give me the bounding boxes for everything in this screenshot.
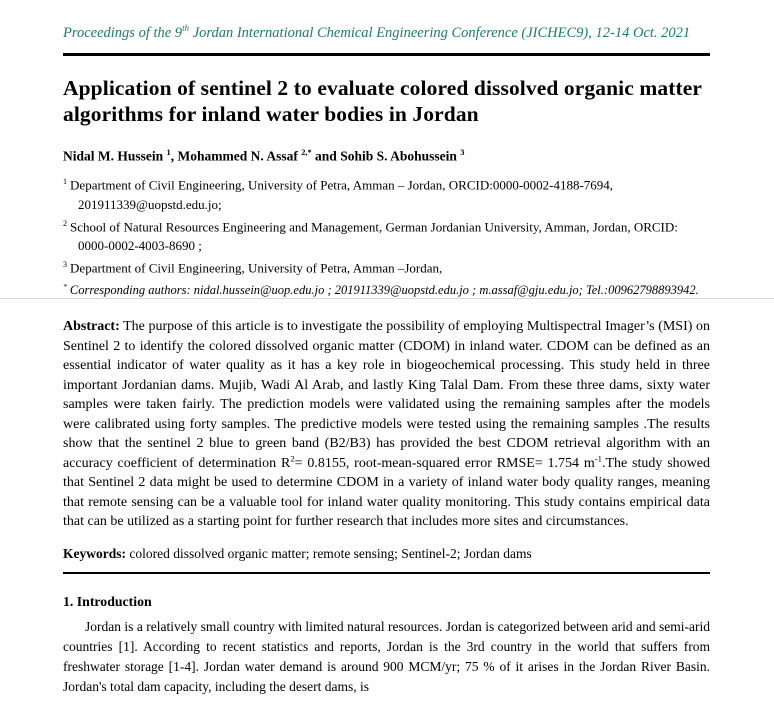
affiliation-item [63,255,710,277]
abstract-superscript: 2 [290,453,295,464]
affiliation-marker: * [63,282,67,292]
keywords-text: colored dissolved organic matter; remote sensing; Sentinel-2; Jordan dams [126,545,532,561]
author-superscript: 1 [166,147,171,157]
running-header-text-rest: Jordan International Chemical Engineering Conference (JICHEC9), 12-14 Oct. 2021 [189,24,691,41]
affiliation-text: School of Natural Resources Engineering and Management, German Jordanian University, Amman, Jordan, ORCID: 0000-0002-4003-8690 ; [70,218,678,253]
running-header [63,18,710,43]
affiliation-marker: 2 [63,218,68,228]
author-separator: , [170,148,178,164]
affiliation-item [63,214,710,255]
keywords-label: Keywords: [63,545,126,561]
author-name: Sohib S. Abohussein [340,148,461,164]
abstract-text: The purpose of this article is to investigate the possibility of employing Multispectral Imager’s (MSI) on Sentinel 2 to identify the colored dissolved organic matter (CDOM) in inland water. CDOM can be defined as an essential indicator of water quality as it has a key role in biogeochemical processing. This study held in three important Jordanian dams. Mujib, Wadi Al Arab, and lastly King Talal Dam. From these three dams, sixty water samples were taken fairly. The prediction models were validated using the remaining samples after the models were calibrated using forty samples. The predictive models were tested using the remaining samples .The results show that the sentinel 2 blue to green band (B2/B3) has provided the best CDOM retrieval algorithm with an accuracy coefficient of determination R [63,319,710,471]
affiliation-text: Corresponding authors: nidal.hussein@uop.edu.jo ; 201911339@uopstd.edu.jo ; m.assaf@gju.edu.jo; Tel.:00962798893942. [69,283,699,298]
author-name: Mohammed N. Assaf [177,148,302,164]
section-divider-light [0,298,774,299]
introduction-paragraph: Jordan is a relatively small country with limited natural resources. Jordan is categorized between arid and semi-arid countries [1]. According to recent statistics and reports, Jordan is the 3rd country in the world that suffers from freshwater storage [1-4]. Jordan water demand is around 900 MCM/yr; 75 % of it arises in the Jordan River Basin. Jordan's total dam capacity, including the desert dams, is [63,618,710,694]
affiliation-item-corresponding [63,277,710,300]
running-header-text: Proceedings of the 9 [63,24,183,41]
abstract-paragraph [63,317,710,532]
affiliation-text: Department of Civil Engineering, University of Petra, Amman – Jordan, ORCID:0000-0002-4188-7694, 201911339@uopstd.edu.jo; [70,177,614,212]
paper-title: Application of sentinel 2 to evaluate colored dissolved organic matter algorithms for inland water bodies in Jordan [63,75,702,126]
affiliation-text: Department of Civil Engineering, University of Petra, Amman –Jordan, [70,260,443,276]
abstract-superscript: -1 [594,453,602,464]
introduction-heading: 1. Introduction [63,593,152,609]
affiliation-marker: 1 [63,177,68,187]
abstract-label: Abstract: [63,319,120,335]
affiliations-block [63,172,710,300]
author-superscript: 2,* [301,147,312,157]
author-line [63,143,710,167]
affiliation-item [63,172,710,213]
author-separator: and [311,148,341,164]
affiliation-marker: 3 [63,259,68,269]
keywords-line [63,544,710,563]
author-superscript: 3 [460,147,465,157]
abstract-text: .The study showed that Sentinel 2 data might be used to determine CDOM in a variety of inland water body quality ranges, meaning that remote sensing can be a valuable tool for inland water quality monitoring. This study contains empirical data that can be utilized as a starting point for further research that includes more sites and circumstances. [63,455,710,530]
keywords-rule [63,572,710,574]
abstract-text: = 0.8155, root-mean-squared error RMSE= 1.754 m [294,455,595,471]
author-name: Nidal M. Hussein [63,148,167,164]
header-rule [63,53,710,56]
running-header-superscript: th [182,23,190,33]
